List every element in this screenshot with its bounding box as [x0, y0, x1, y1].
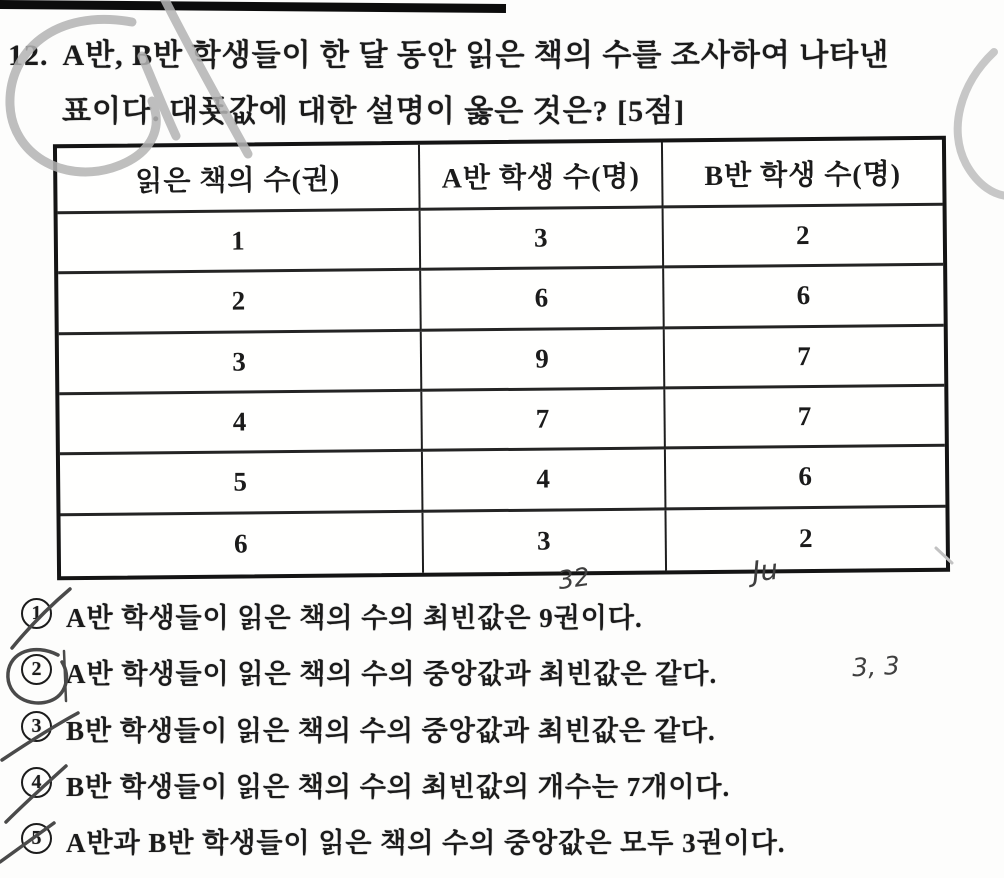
table-cell: 3: [59, 331, 423, 395]
option-5-text: A반과 B반 학생들이 읽은 책의 수의 중앙값은 모두 3권이다.: [66, 828, 786, 858]
table-header-class-a: A반 학생 수(명): [420, 142, 664, 210]
option-3-text: B반 학생들이 읽은 책의 수의 중앙값과 최빈값은 같다.: [66, 716, 716, 746]
option-4: [0, 765, 1004, 811]
table-cell: 6: [60, 512, 424, 576]
table-cell: 1: [58, 211, 422, 275]
question-number: 12.: [8, 39, 49, 72]
option-4-marker: 4: [21, 767, 52, 798]
handwritten-note-3-3: 3, 3: [851, 650, 901, 683]
pencil-slash-mark: [162, 0, 248, 154]
table-cell: 2: [664, 206, 944, 269]
handwritten-note-32: 32: [556, 561, 592, 596]
option-5-marker: 5: [21, 823, 52, 854]
table-cell: 7: [665, 326, 945, 389]
table-cell: 5: [60, 452, 424, 516]
option-4-text: B반 학생들이 읽은 책의 수의 최빈값의 개수는 7개이다.: [66, 772, 731, 802]
table-cell: 2: [798, 523, 814, 554]
table-cell: 9: [422, 329, 666, 392]
table-cell: 4: [423, 450, 667, 513]
option-3-marker: 3: [21, 711, 52, 742]
question-line-2: 표이다. 대푯값에 대한 설명이 옳은 것은? [5점]: [62, 95, 686, 128]
handwritten-squiggle-ju: Ju: [750, 552, 780, 589]
table-header-class-b: B반 학생 수(명): [663, 140, 943, 209]
option-1: [0, 596, 1004, 642]
table-cell: 4: [59, 392, 423, 456]
table-cell: 7: [422, 389, 666, 452]
table-header-books: 읽은 책의 수(권): [57, 145, 421, 214]
option-1-marker: 1: [21, 598, 52, 629]
table-cell: 2: [58, 271, 422, 335]
table-cell: 6: [421, 269, 665, 332]
books-frequency-table: [53, 136, 950, 581]
option-2-marker: 2: [21, 654, 52, 685]
option-2-text: A반 학생들이 읽은 책의 수의 중앙값과 최빈값은 같다.: [66, 659, 718, 689]
option-1-text: A반 학생들이 읽은 책의 수의 최빈값은 9권이다.: [66, 603, 643, 633]
question-line-1: [8, 30, 1004, 74]
table-cell: 6: [666, 447, 946, 510]
option-5: [0, 821, 1004, 867]
option-3: [0, 709, 1004, 755]
table-cell: 7: [665, 387, 945, 450]
table-cell: 3: [423, 510, 667, 573]
table-cell: 6: [664, 266, 944, 329]
table-cell: 3: [421, 208, 665, 271]
scan-edge-bar: [0, 0, 506, 13]
question-text: A반, B반 학생들이 한 달 동안 읽은 책의 수를 조사하여 나타낸: [62, 39, 890, 72]
